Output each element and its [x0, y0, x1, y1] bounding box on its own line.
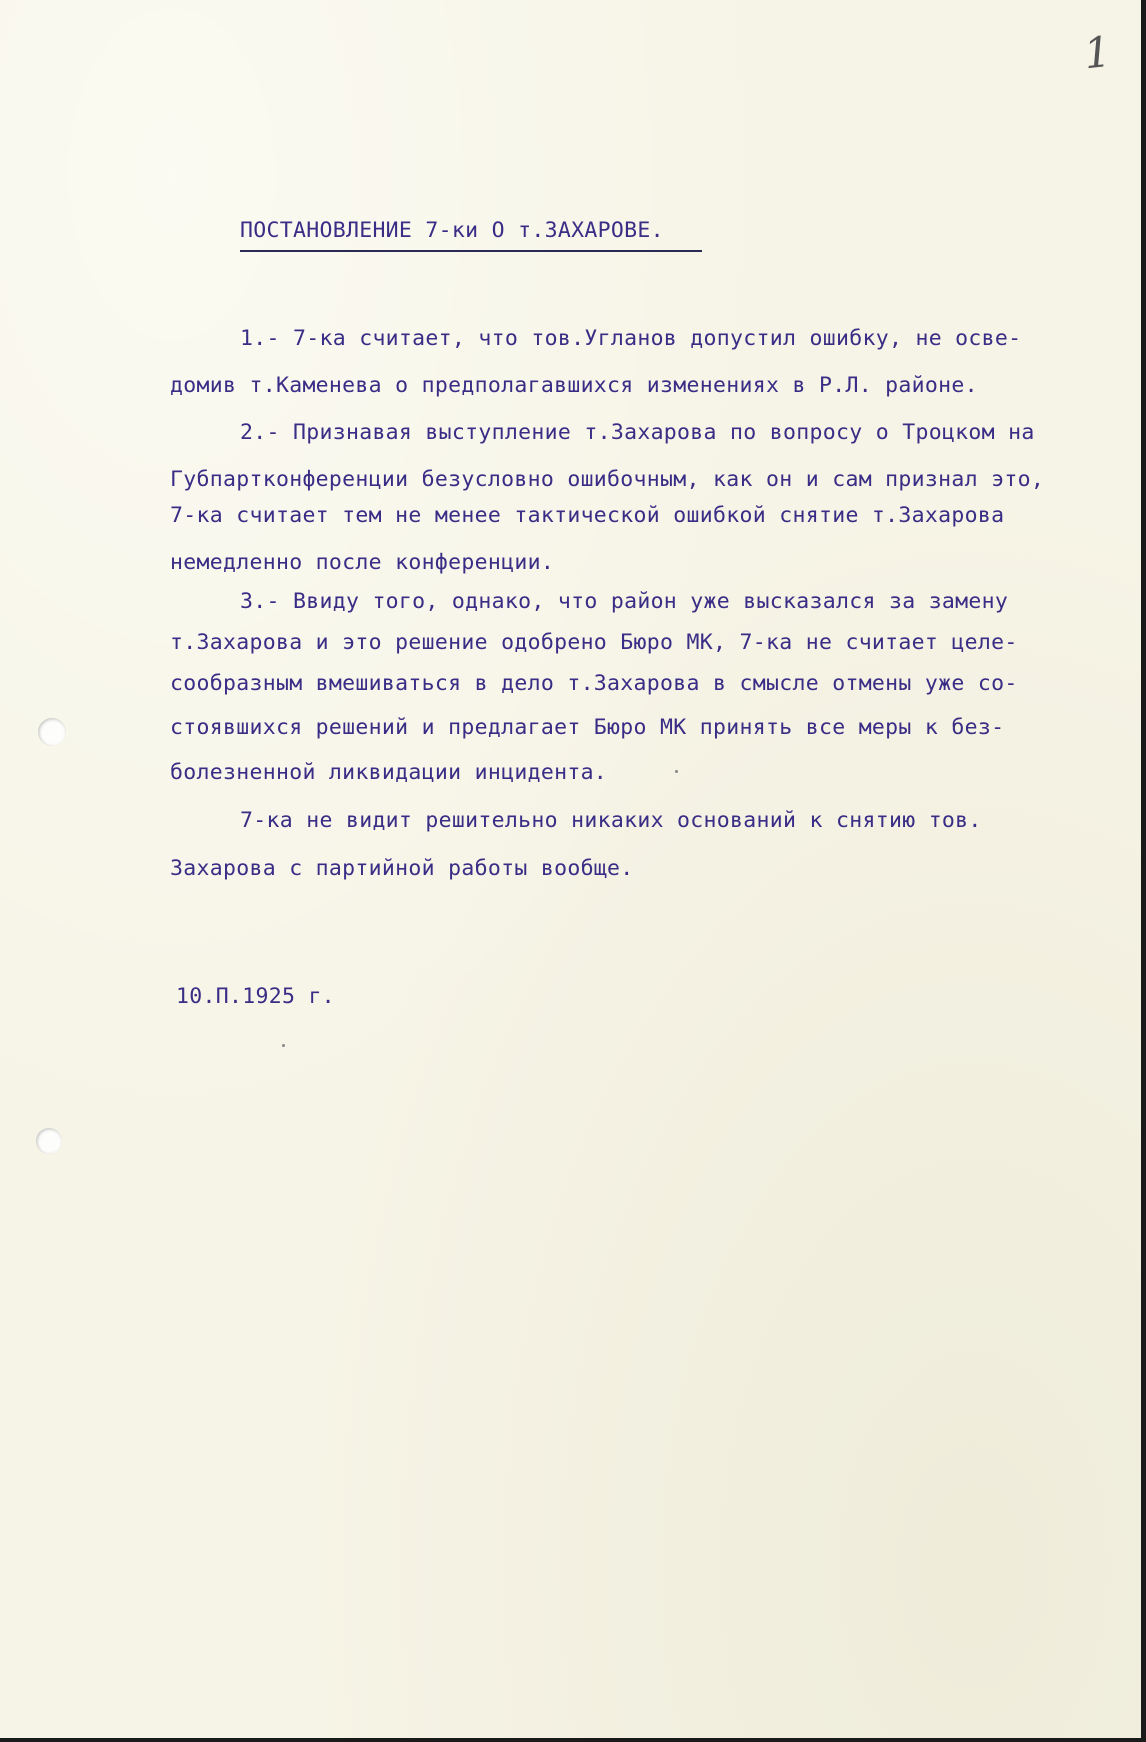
scan-edge-bottom	[0, 1738, 1146, 1742]
document-title: ПОСТАНОВЛЕНИЕ 7-ки О т.ЗАХАРОВЕ.	[240, 218, 664, 243]
title-underline	[240, 250, 702, 252]
text-line: болезненной ликвидации инцидента.	[170, 760, 608, 785]
punch-hole	[36, 1128, 62, 1154]
text-line: 2.- Признавая выступление т.Захарова по вопросу о Троцком на	[240, 420, 1035, 445]
page-number: 1	[1081, 26, 1114, 79]
text-line: сообразным вмешиваться в дело т.Захарова в смысле отмены уже со-	[170, 671, 1018, 696]
text-line: немедленно после конференции.	[170, 550, 555, 575]
scan-edge-right	[1141, 0, 1146, 1742]
document-date: 10.П.1925 г.	[176, 984, 335, 1009]
paper-speck	[675, 770, 678, 773]
text-line: стоявшихся решений и предлагает Бюро МК принять все меры к без-	[170, 715, 1005, 740]
text-line: 7-ка считает тем не менее тактической ошибкой снятие т.Захарова	[170, 503, 1005, 528]
text-line: Захарова с партийной работы вообще.	[170, 856, 634, 881]
text-line: 1.- 7-ка считает, что тов.Угланов допустил ошибку, не осве-	[240, 326, 1022, 351]
punch-hole	[38, 718, 66, 746]
paper-speck	[282, 1044, 285, 1047]
text-line: домив т.Каменева о предполагавшихся изменениях в Р.Л. районе.	[170, 373, 978, 398]
text-line: Губпартконференции безусловно ошибочным, как он и сам признал это,	[170, 467, 1045, 492]
text-line: 3.- Ввиду того, однако, что район уже высказался за замену	[240, 589, 1009, 614]
text-line: т.Захарова и это решение одобрено Бюро МК, 7-ка не считает целе-	[170, 630, 1018, 655]
text-line: 7-ка не видит решительно никаких оснований к снятию тов.	[240, 808, 982, 833]
